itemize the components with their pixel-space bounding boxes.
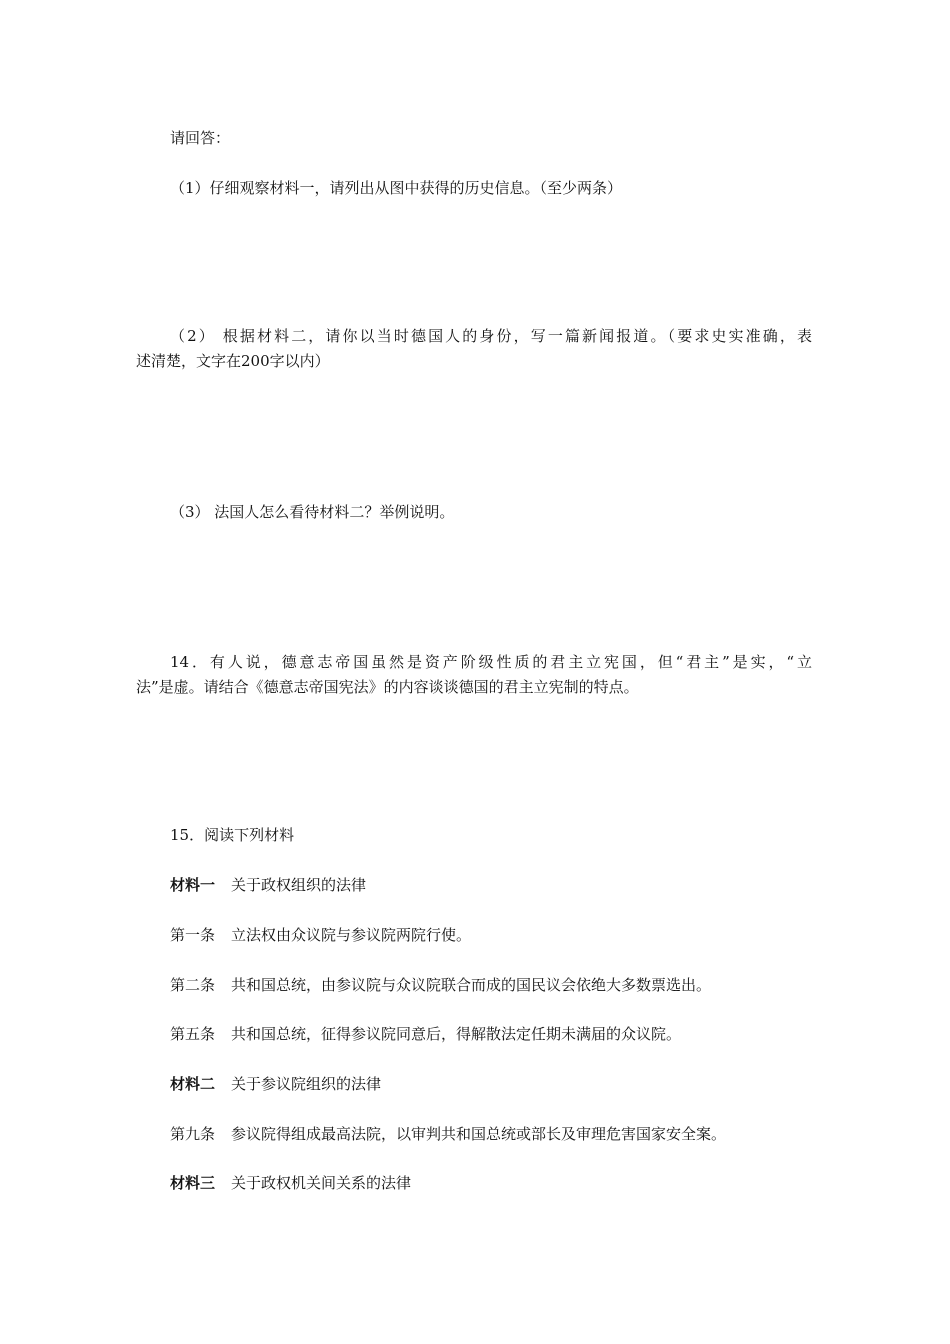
question-1: （1）仔细观察材料一，请列出从图中获得的历史信息。（至少两条） [170, 179, 623, 197]
material-3-label: 材料三 [170, 1174, 216, 1192]
article-9 [170, 1124, 726, 1144]
answer-prompt: 请回答： [170, 129, 231, 147]
material-2-label: 材料二 [170, 1075, 216, 1093]
question-2-line-1-text: （2） 根据材料二，请你以当时德国人的身份，写一篇新闻报道。（要求史实准确，表 [170, 327, 812, 345]
article-2-text: 共和国总统，由参议院与众议院联合而成的国民议会依绝大多数票选出。 [231, 976, 712, 994]
article-2-label: 第二条 [170, 976, 216, 994]
question-3: （3） 法国人怎么看待材料二？举例说明。 [170, 503, 455, 521]
question-14-line-1 [170, 652, 812, 672]
article-2 [170, 975, 711, 995]
article-1 [170, 925, 471, 945]
material-1-title: 关于政权组织的法律 [231, 876, 367, 894]
question-2-line-2: 述清楚，文字在200字以内） [136, 352, 330, 370]
material-3-heading [170, 1173, 411, 1193]
article-5-text: 共和国总统，征得参议院同意后，得解散法定任期未满届的众议院。 [231, 1025, 682, 1043]
material-1-label: 材料一 [170, 876, 216, 894]
material-2-title: 关于参议院组织的法律 [231, 1075, 382, 1093]
article-9-label: 第九条 [170, 1125, 216, 1143]
material-3-title: 关于政权机关间关系的法律 [231, 1174, 412, 1192]
material-2-heading [170, 1074, 381, 1094]
question-2-line-1 [170, 326, 812, 346]
question-14-line-1-text: 14．有人说，德意志帝国虽然是资产阶级性质的君主立宪国，但“君主”是实，“立 [170, 653, 812, 671]
material-1-heading [170, 875, 366, 895]
article-5-label: 第五条 [170, 1025, 216, 1043]
article-1-label: 第一条 [170, 926, 216, 944]
question-14-line-2: 法”是虚。请结合《德意志帝国宪法》的内容谈谈德国的君主立宪制的特点。 [136, 678, 639, 696]
question-15-intro: 15．阅读下列材料 [170, 826, 295, 844]
article-5 [170, 1024, 681, 1044]
article-1-text: 立法权由众议院与参议院两院行使。 [231, 926, 472, 944]
article-9-text: 参议院得组成最高法院，以审判共和国总统或部长及审理危害国家安全案。 [231, 1125, 727, 1143]
